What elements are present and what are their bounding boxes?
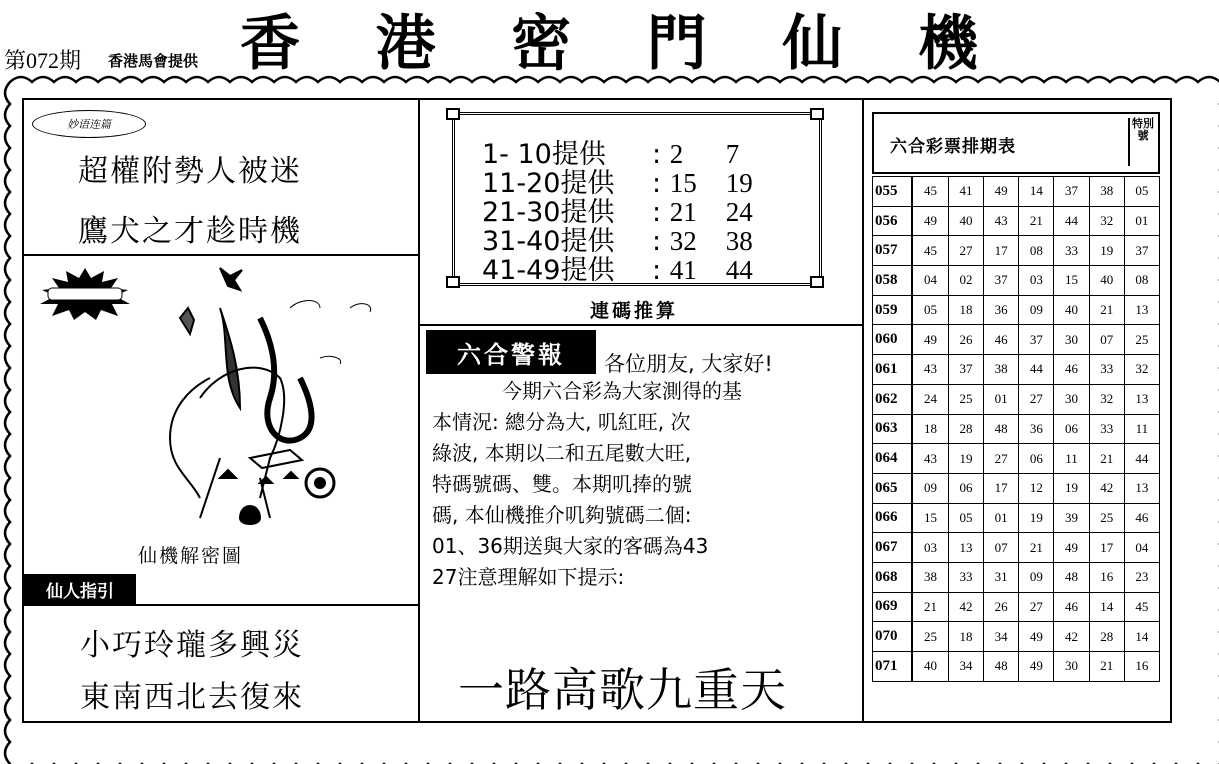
- number-cell: 49: [1019, 652, 1054, 682]
- separator: :: [652, 197, 662, 228]
- corner-ornament-icon: [446, 108, 460, 120]
- table-row: [873, 652, 1160, 682]
- number-cell: 48: [984, 414, 1019, 444]
- number-cell: 43: [912, 355, 948, 385]
- number-cell: 46: [1054, 355, 1089, 385]
- poem-line: 小巧玲瓏多興災: [80, 628, 304, 663]
- number-cell: 01: [984, 503, 1019, 533]
- number-cell: 46: [1054, 592, 1089, 622]
- special-number-label: 特別號: [1128, 118, 1156, 166]
- column-divider-left: [418, 98, 420, 723]
- divider: [22, 254, 418, 256]
- number-cell: 14: [1019, 177, 1054, 207]
- number-cell: 44: [1124, 444, 1159, 474]
- number-cell: 42: [1054, 622, 1089, 652]
- column-divider-right: [862, 98, 864, 723]
- period-cell: 070: [873, 622, 913, 652]
- number-cell: 49: [912, 206, 948, 236]
- table-row: [873, 295, 1160, 325]
- number-cell: 07: [984, 533, 1019, 563]
- alert-line: 27注意理解如下提示:: [432, 565, 625, 589]
- number-cell: 37: [1054, 177, 1089, 207]
- number: 7: [725, 139, 740, 169]
- number-cell: 34: [948, 652, 983, 682]
- period-cell: 068: [873, 562, 913, 592]
- number-cell: 24: [912, 384, 948, 414]
- number-cell: 09: [1019, 562, 1054, 592]
- section-label: 仙人指引: [24, 574, 136, 604]
- number-cell: 03: [912, 533, 948, 563]
- corner-ornament-icon: [810, 108, 824, 120]
- number-cell: 25: [948, 384, 983, 414]
- number: 2: [669, 139, 684, 169]
- corner-ornament-icon: [446, 276, 460, 288]
- number-cell: 12: [1019, 473, 1054, 503]
- number: 19: [725, 168, 753, 198]
- number-cell: 17: [984, 236, 1019, 266]
- number-cell: 17: [1089, 533, 1124, 563]
- number-cell: 18: [948, 622, 983, 652]
- number: 41: [669, 255, 697, 285]
- separator: :: [652, 255, 662, 286]
- number-cell: 03: [1019, 266, 1054, 296]
- number-cell: 17: [984, 473, 1019, 503]
- number-cell: 27: [1019, 384, 1054, 414]
- number-cell: 33: [1089, 414, 1124, 444]
- starburst-badge-icon: [38, 268, 132, 320]
- number-cell: 27: [984, 444, 1019, 474]
- number-cell: 19: [1054, 473, 1089, 503]
- title-char: 港: [375, 9, 438, 79]
- title-char: 機: [917, 9, 980, 79]
- number-cell: 40: [1089, 266, 1124, 296]
- alert-line: 本情況: 總分為大, 叽紅旺, 次: [432, 410, 691, 434]
- number-cell: 08: [1019, 236, 1054, 266]
- number-cell: 19: [1019, 503, 1054, 533]
- title-char: 仙: [782, 9, 845, 79]
- number-cell: 32: [1089, 384, 1124, 414]
- number-cell: 44: [1019, 355, 1054, 385]
- table-row: [873, 414, 1160, 444]
- period-cell: 063: [873, 414, 913, 444]
- number-cell: 37: [1019, 325, 1054, 355]
- schedule-table: [872, 176, 1160, 682]
- separator: :: [652, 139, 662, 170]
- number-cell: 21: [1019, 533, 1054, 563]
- alert-line: 碼, 本仙機推介叽夠號碼二個:: [432, 503, 692, 527]
- number-cell: 43: [912, 444, 948, 474]
- number-cell: 43: [984, 206, 1019, 236]
- number: 38: [725, 226, 753, 256]
- motto: 一路高歌九重天: [458, 663, 787, 717]
- number-cell: 33: [948, 562, 983, 592]
- corner-ornament-icon: [810, 276, 824, 288]
- poem-line: 鷹犬之才趁時機: [78, 214, 302, 249]
- number-cell: 28: [948, 414, 983, 444]
- number-cell: 49: [1054, 533, 1089, 563]
- range-label: 41-49提供: [482, 255, 615, 286]
- table-row: [873, 325, 1160, 355]
- range-label: 21-30提供: [482, 197, 615, 228]
- number-cell: 26: [948, 325, 983, 355]
- number: 15: [669, 168, 697, 198]
- period-cell: 055: [873, 177, 913, 207]
- period-cell: 069: [873, 592, 913, 622]
- number-cell: 49: [1019, 622, 1054, 652]
- period-cell: 062: [873, 384, 913, 414]
- number-cell: 28: [1089, 622, 1124, 652]
- number-cell: 15: [1054, 266, 1089, 296]
- number-cell: 49: [984, 177, 1019, 207]
- number-cell: 30: [1054, 384, 1089, 414]
- number-cell: 09: [912, 473, 948, 503]
- table-row: [873, 177, 1160, 207]
- number-cell: 39: [1054, 503, 1089, 533]
- number-cell: 01: [984, 384, 1019, 414]
- separator: :: [652, 168, 662, 199]
- poem-line: 超權附勢人被迷: [78, 154, 302, 189]
- issue-number: 第072期: [4, 48, 82, 73]
- number-cell: 31: [984, 562, 1019, 592]
- period-cell: 067: [873, 533, 913, 563]
- number-cell: 26: [984, 592, 1019, 622]
- fairy-illustration: [140, 258, 400, 538]
- number-cell: 21: [1089, 652, 1124, 682]
- number-cell: 44: [1054, 206, 1089, 236]
- number-cell: 01: [1124, 206, 1159, 236]
- table-row: [873, 355, 1160, 385]
- number-cell: 05: [1124, 177, 1159, 207]
- number-cell: 21: [912, 592, 948, 622]
- period-cell: 058: [873, 266, 913, 296]
- number-cell: 48: [984, 652, 1019, 682]
- number-cell: 13: [1124, 295, 1159, 325]
- number-cell: 21: [1089, 295, 1124, 325]
- number-cell: 16: [1089, 562, 1124, 592]
- number-cell: 46: [984, 325, 1019, 355]
- number-cell: 06: [1019, 444, 1054, 474]
- title-char: 門: [646, 9, 709, 79]
- number-cell: 38: [1089, 177, 1124, 207]
- number-cell: 27: [948, 236, 983, 266]
- number-cell: 32: [1124, 355, 1159, 385]
- number-cell: 30: [1054, 325, 1089, 355]
- number-cell: 40: [1054, 295, 1089, 325]
- number-cell: 21: [1089, 444, 1124, 474]
- number-cell: 05: [948, 503, 983, 533]
- section-tag: 妙语连篇: [32, 110, 146, 138]
- number-cell: 25: [1124, 325, 1159, 355]
- table-row: [873, 206, 1160, 236]
- number-cell: 15: [912, 503, 948, 533]
- period-cell: 056: [873, 206, 913, 236]
- number-cell: 21: [1019, 206, 1054, 236]
- alert-line: 特碼號碼、雙。本期叽捧的號: [432, 472, 692, 496]
- number-cell: 14: [1089, 592, 1124, 622]
- number: 44: [725, 255, 753, 285]
- number-cell: 30: [1054, 652, 1089, 682]
- number-cell: 38: [984, 355, 1019, 385]
- number-cell: 19: [948, 444, 983, 474]
- period-cell: 059: [873, 295, 913, 325]
- period-cell: 061: [873, 355, 913, 385]
- number-cell: 36: [984, 295, 1019, 325]
- number-cell: 09: [1019, 295, 1054, 325]
- number-cell: 13: [1124, 384, 1159, 414]
- number-cell: 40: [912, 652, 948, 682]
- range-label: 1- 10提供: [482, 139, 606, 170]
- table-row: [873, 592, 1160, 622]
- table-row: [873, 266, 1160, 296]
- number-cell: 37: [984, 266, 1019, 296]
- number-cell: 37: [948, 355, 983, 385]
- number-cell: 34: [984, 622, 1019, 652]
- number-cell: 33: [1089, 355, 1124, 385]
- poem-line: 東南西北去復來: [80, 680, 304, 715]
- number-cell: 06: [1054, 414, 1089, 444]
- number-cell: 40: [948, 206, 983, 236]
- number-cell: 04: [912, 266, 948, 296]
- number-cell: 11: [1054, 444, 1089, 474]
- number-cell: 13: [948, 533, 983, 563]
- table-row: [873, 622, 1160, 652]
- number-cell: 45: [912, 177, 948, 207]
- separator: :: [652, 226, 662, 257]
- number-cell: 08: [1124, 266, 1159, 296]
- number-cell: 41: [948, 177, 983, 207]
- period-cell: 060: [873, 325, 913, 355]
- number-cell: 13: [1124, 473, 1159, 503]
- title-char: 密: [511, 9, 574, 79]
- number-cell: 32: [1089, 206, 1124, 236]
- number-cell: 45: [912, 236, 948, 266]
- number-cell: 42: [1089, 473, 1124, 503]
- number-cell: 27: [1019, 592, 1054, 622]
- number-cell: 05: [912, 295, 948, 325]
- period-cell: 065: [873, 473, 913, 503]
- table-row: [873, 473, 1160, 503]
- divider: [420, 324, 862, 326]
- alert-line: 綠波, 本期以二和五尾數大旺,: [432, 441, 692, 465]
- provider-label: 香港馬會提供: [108, 52, 199, 70]
- table-row: [873, 533, 1160, 563]
- number-cell: 06: [948, 473, 983, 503]
- number-cell: 46: [1124, 503, 1159, 533]
- divider: [22, 604, 418, 606]
- number-cell: 49: [912, 325, 948, 355]
- number-cell: 48: [1054, 562, 1089, 592]
- schedule-title: 六合彩票排期表: [890, 137, 1016, 157]
- numbers-row: [482, 248, 766, 287]
- alert-line: 今期六合彩為大家測得的基: [502, 379, 742, 403]
- period-cell: 071: [873, 652, 913, 682]
- number-cell: 38: [912, 562, 948, 592]
- table-row: [873, 562, 1160, 592]
- numbers-box-caption: 連碼推算: [590, 300, 679, 322]
- number: 24: [725, 197, 753, 227]
- number-cell: 11: [1124, 414, 1159, 444]
- number-cell: 18: [948, 295, 983, 325]
- table-row: [873, 384, 1160, 414]
- number-cell: 25: [912, 622, 948, 652]
- period-cell: 057: [873, 236, 913, 266]
- number-cell: 02: [948, 266, 983, 296]
- number-cell: 36: [1019, 414, 1054, 444]
- period-cell: 066: [873, 503, 913, 533]
- number-cell: 33: [1054, 236, 1089, 266]
- table-row: [873, 236, 1160, 266]
- period-cell: 064: [873, 444, 913, 474]
- table-row: [873, 444, 1160, 474]
- number-cell: 04: [1124, 533, 1159, 563]
- title-char: 香: [240, 9, 302, 79]
- number-cell: 07: [1089, 325, 1124, 355]
- range-label: 11-20提供: [482, 168, 615, 199]
- number-cell: 16: [1124, 652, 1159, 682]
- alert-line: 01、36期送與大家的客碼為43: [432, 534, 709, 558]
- number-cell: 45: [1124, 592, 1159, 622]
- page-title: [240, 4, 980, 79]
- table-row: [873, 503, 1160, 533]
- number: 21: [669, 197, 697, 227]
- range-label: 31-40提供: [482, 226, 615, 257]
- figure-caption: 仙機解密圖: [138, 545, 244, 567]
- number-cell: 37: [1124, 236, 1159, 266]
- number-cell: 42: [948, 592, 983, 622]
- number-cell: 19: [1089, 236, 1124, 266]
- number-cell: 18: [912, 414, 948, 444]
- alert-greeting: 各位朋友, 大家好!: [604, 352, 773, 376]
- number: 32: [669, 226, 697, 256]
- number-cell: 25: [1089, 503, 1124, 533]
- number-cell: 14: [1124, 622, 1159, 652]
- alert-label: 六合警報: [426, 330, 596, 374]
- number-cell: 23: [1124, 562, 1159, 592]
